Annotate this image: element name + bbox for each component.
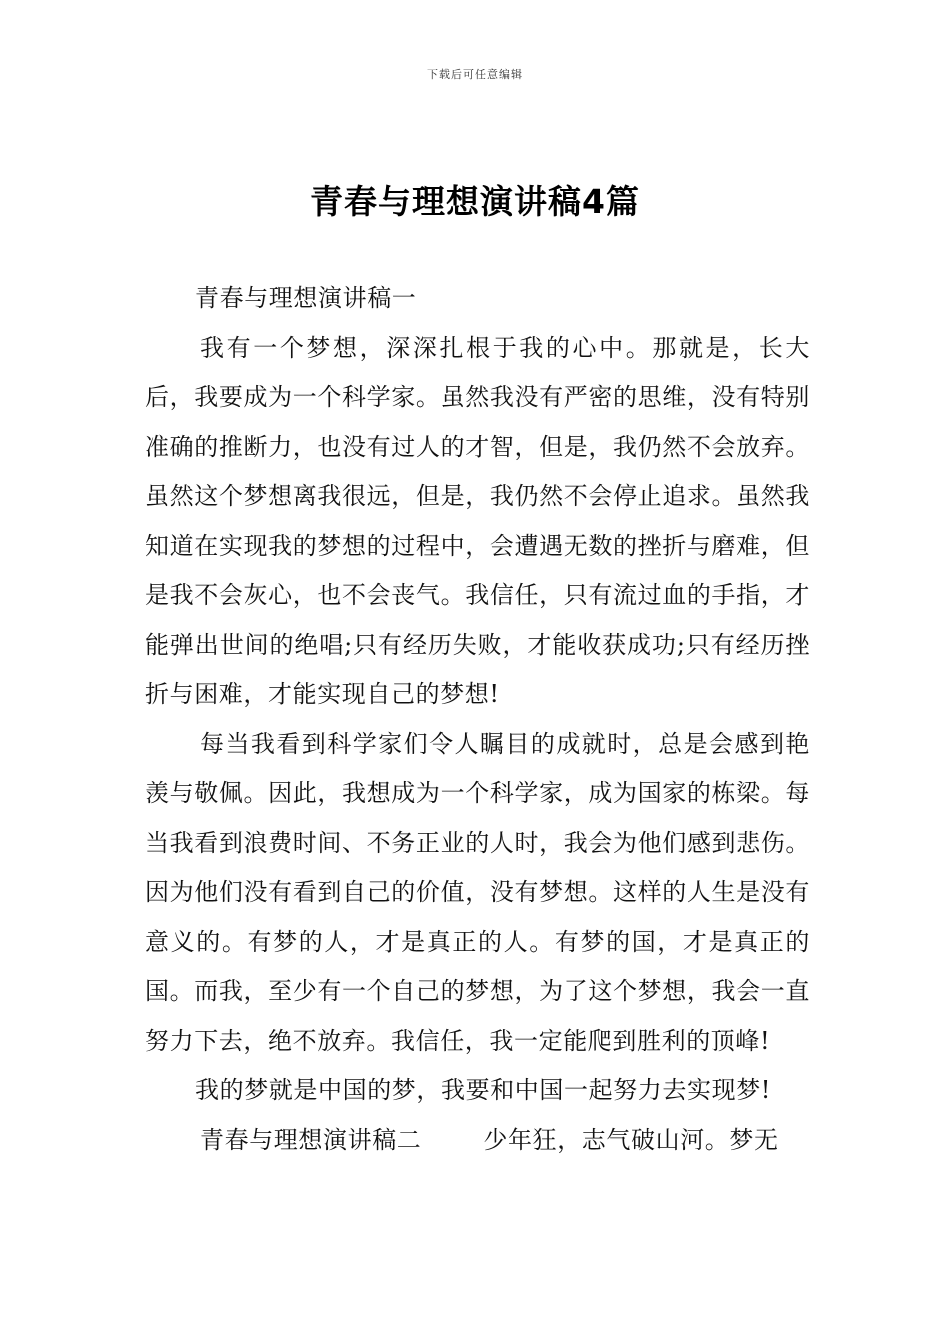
section-2-opening-text: 少年狂，志气破山河。梦无 [483, 1125, 779, 1154]
paragraph-2: 每当我看到科学家们令人瞩目的成就时，总是会感到艳羡与敬佩。因此，我想成为一个科学家，成为国家的栋梁。每当我看到浪费时间、不务正业的人时，我会为他们感到悲伤。因为他们没有看到自己的价值，没有梦想。这样的人生是没有意义的。有梦的人，才是真正的人。有梦的国，才是真正的国。而我，至少有一个自己的梦想，为了这个梦想，我会一直努力下去，绝不放弃。我信任，我一定能爬到胜利的顶峰! [145, 729, 810, 1055]
paragraph-3: 我的梦就是中国的梦，我要和中国一起努力去实现梦! [195, 1076, 772, 1104]
section-heading-1: 青春与理想演讲稿一 [195, 284, 417, 312]
document-body [145, 274, 810, 1165]
paragraph-1: 我有一个梦想，深深扎根于我的心中。那就是，长大后，我要成为一个科学家。虽然我没有严密的思维，没有特别准确的推断力，也没有过人的才智，但是，我仍然不会放弃。虽然这个梦想离我很远，但是，我仍然不会停止追求。虽然我知道在实现我的梦想的过程中，会遭遇无数的挫折与磨难，但是我不会灰心，也不会丧气。我信任，只有流过血的手指，才能弹出世间的绝唱;只有经历失败，才能收获成功;只有经历挫折与困难，才能实现自己的梦想! [145, 333, 810, 708]
section-heading-2: 青春与理想演讲稿二 [200, 1125, 422, 1154]
section-heading-2-line [145, 1116, 810, 1166]
header-note: 下载后可任意编辑 [427, 68, 523, 81]
document-title: 青春与理想演讲稿4篇 [310, 182, 640, 221]
